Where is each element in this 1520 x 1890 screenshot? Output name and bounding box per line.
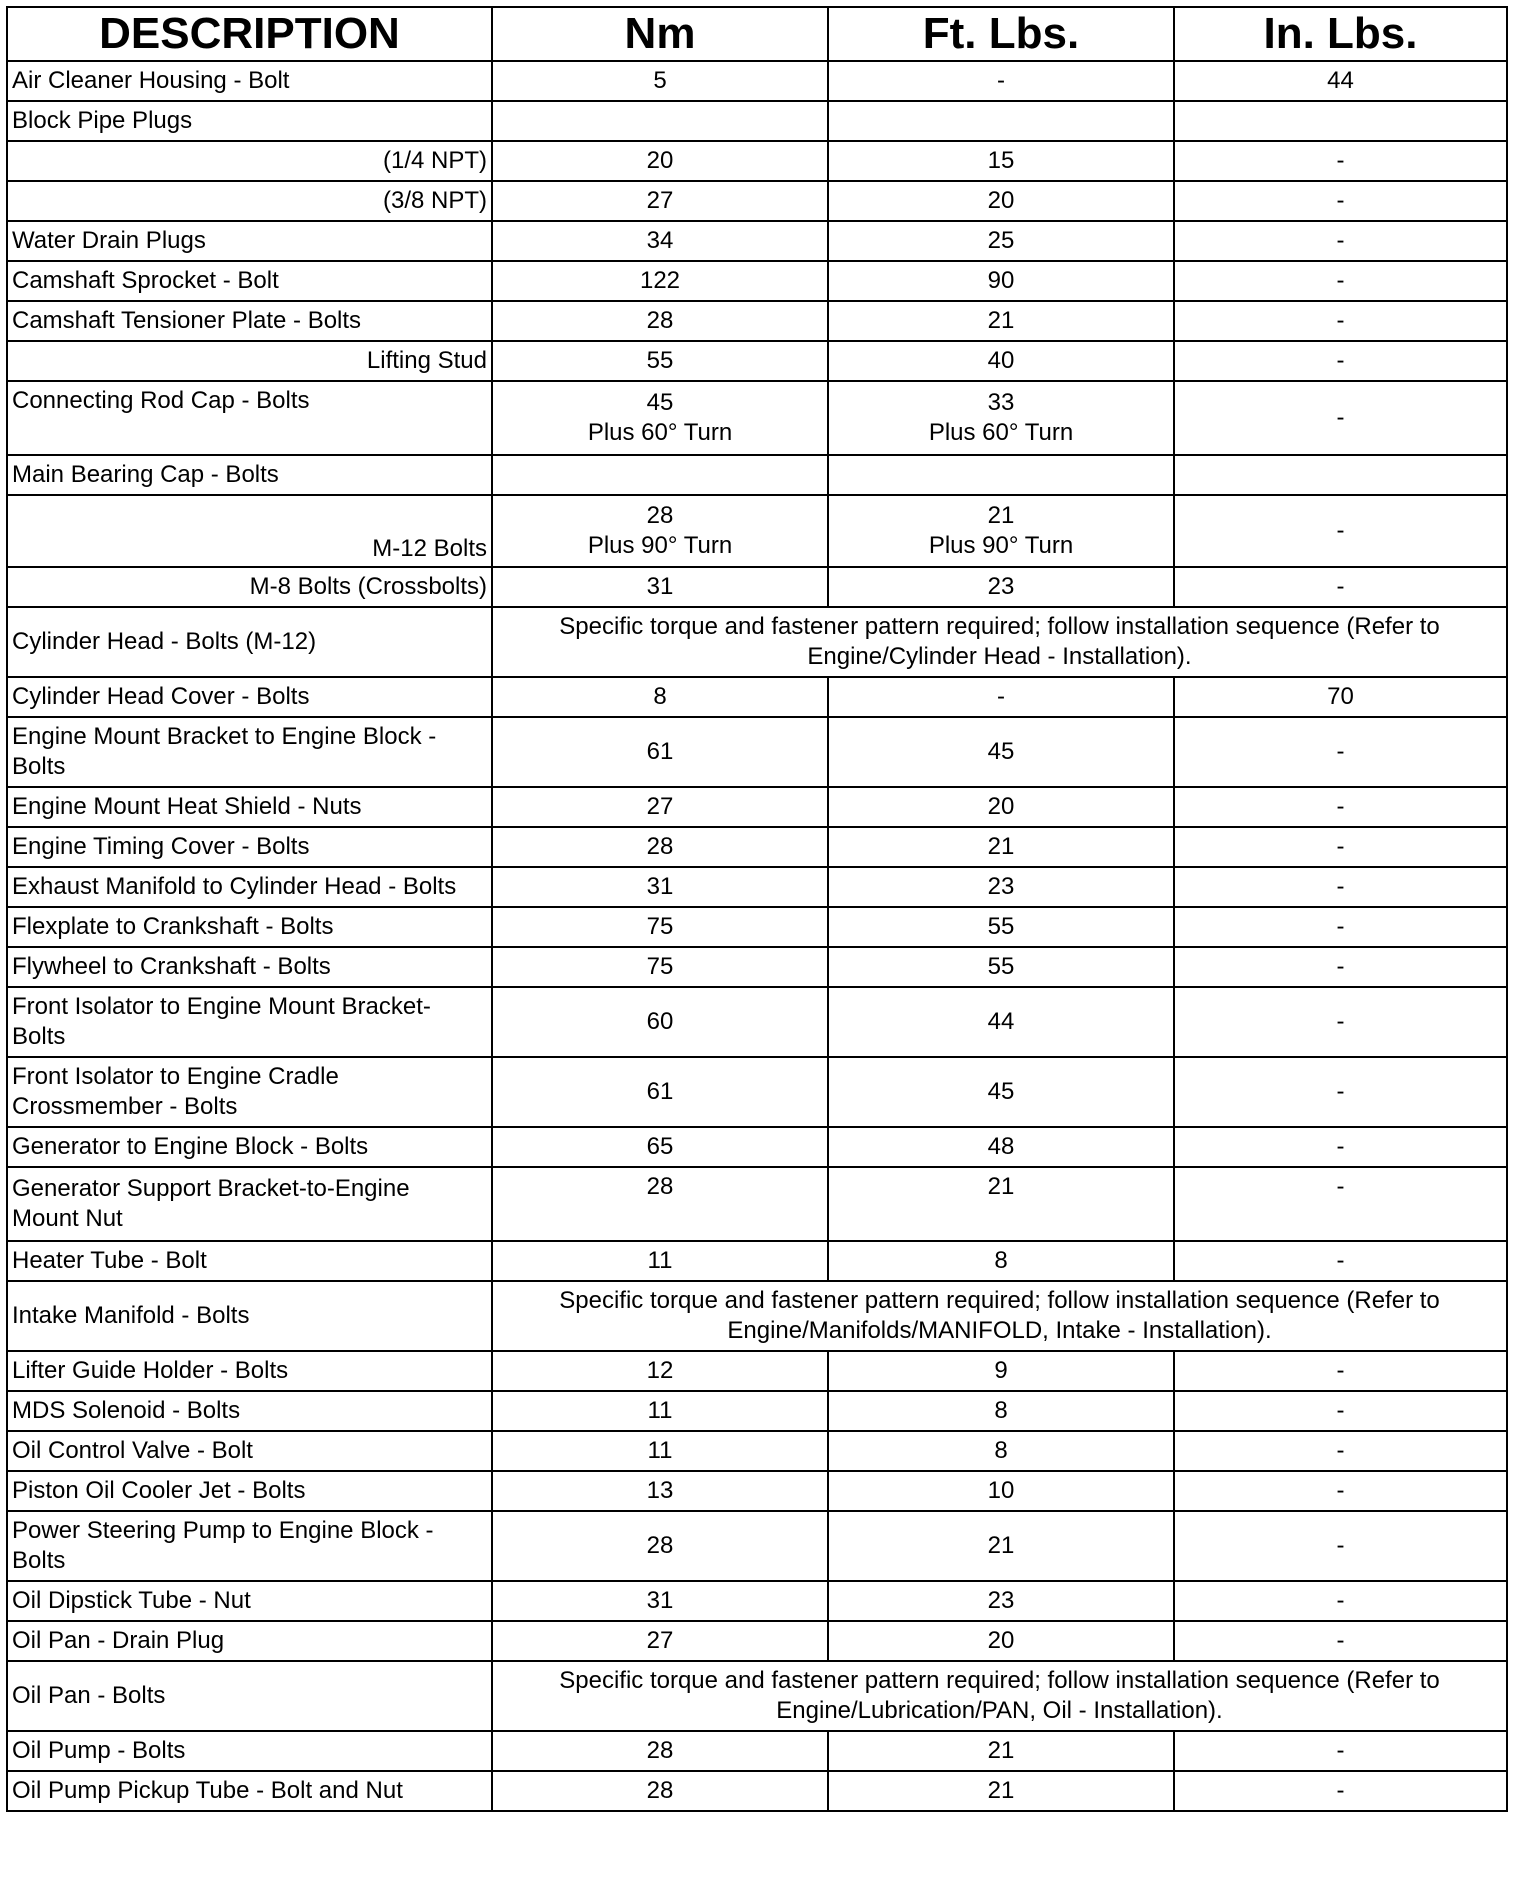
in-lbs-cell: - — [1174, 717, 1507, 787]
header-description: DESCRIPTION — [7, 7, 492, 61]
table-row — [7, 181, 1507, 221]
description-cell: (1/4 NPT) — [7, 141, 492, 181]
in-lbs-cell: - — [1174, 1581, 1507, 1621]
nm-value: 45 — [646, 389, 674, 416]
nm-cell: 12 — [492, 1351, 828, 1391]
table-row — [7, 987, 1507, 1057]
description-cell — [7, 987, 492, 1057]
ft-lbs-cell: 55 — [828, 947, 1174, 987]
description-cell: Intake Manifold - Bolts — [7, 1281, 492, 1351]
table-row — [7, 1471, 1507, 1511]
nm-cell: 28 — [492, 1511, 828, 1581]
description-cell: Generator to Engine Block - Bolts — [7, 1127, 492, 1167]
description-cell: M-12 Bolts — [7, 495, 492, 567]
ft-lbs-cell — [828, 381, 1174, 455]
nm-value: 28 — [646, 502, 674, 529]
nm-cell: 34 — [492, 221, 828, 261]
nm-cell: 75 — [492, 907, 828, 947]
in-lbs-cell: - — [1174, 1167, 1507, 1241]
in-lbs-cell: - — [1174, 1351, 1507, 1391]
description-cell — [7, 1511, 492, 1581]
nm-cell: 11 — [492, 1431, 828, 1471]
procedure-note-line: Specific torque and fastener pattern required; follow installation sequence (Refer to — [559, 1287, 1440, 1314]
in-lbs-cell: - — [1174, 141, 1507, 181]
description-cell: Oil Dipstick Tube - Nut — [7, 1581, 492, 1621]
nm-cell: 28 — [492, 1731, 828, 1771]
description-cell: Oil Pan - Bolts — [7, 1661, 492, 1731]
nm-cell: 11 — [492, 1391, 828, 1431]
table-row — [7, 1351, 1507, 1391]
table-row — [7, 1127, 1507, 1167]
description-cell: Exhaust Manifold to Cylinder Head - Bolts — [7, 867, 492, 907]
table-row — [7, 947, 1507, 987]
description-line: Bolts — [12, 753, 66, 780]
procedure-note-line: Engine/Lubrication/PAN, Oil - Installation). — [776, 1697, 1223, 1724]
description-line: Bolts — [12, 1547, 66, 1574]
nm-cell: 61 — [492, 717, 828, 787]
table-row — [7, 495, 1507, 567]
description-line: Engine Mount Bracket to Engine Block - — [12, 723, 437, 750]
description-cell: Oil Pump - Bolts — [7, 1731, 492, 1771]
table-row — [7, 1057, 1507, 1127]
ft-lbs-cell: 8 — [828, 1391, 1174, 1431]
nm-cell: 65 — [492, 1127, 828, 1167]
description-cell: Cylinder Head Cover - Bolts — [7, 677, 492, 717]
nm-cell: 28 — [492, 1167, 828, 1241]
description-cell: Cylinder Head - Bolts (M-12) — [7, 607, 492, 677]
in-lbs-cell: - — [1174, 907, 1507, 947]
ft-lbs-cell: 23 — [828, 1581, 1174, 1621]
ft-lbs-cell: 21 — [828, 1167, 1174, 1241]
description-cell — [7, 1057, 492, 1127]
table-row — [7, 1167, 1507, 1241]
nm-cell: 61 — [492, 1057, 828, 1127]
in-lbs-cell: - — [1174, 221, 1507, 261]
in-lbs-cell: - — [1174, 341, 1507, 381]
in-lbs-cell: - — [1174, 1431, 1507, 1471]
ft-lbs-cell: 9 — [828, 1351, 1174, 1391]
in-lbs-cell: - — [1174, 1057, 1507, 1127]
nm-cell: 5 — [492, 61, 828, 101]
table-row — [7, 717, 1507, 787]
ft-lbs-cell: 48 — [828, 1127, 1174, 1167]
ft-lbs-value: 21 — [987, 502, 1015, 529]
in-lbs-cell: - — [1174, 301, 1507, 341]
description-line: Crossmember - Bolts — [12, 1093, 238, 1120]
ft-lbs-value: 33 — [987, 389, 1015, 416]
description-cell: Oil Pump Pickup Tube - Bolt and Nut — [7, 1771, 492, 1811]
ft-lbs-cell — [828, 495, 1174, 567]
description-cell: (3/8 NPT) — [7, 181, 492, 221]
in-lbs-cell: - — [1174, 495, 1507, 567]
table-row — [7, 1391, 1507, 1431]
in-lbs-cell: - — [1174, 381, 1507, 455]
ft-lbs-cell: 15 — [828, 141, 1174, 181]
description-cell: Main Bearing Cap - Bolts — [7, 455, 492, 495]
nm-cell: 122 — [492, 261, 828, 301]
ft-lbs-cell: 8 — [828, 1431, 1174, 1471]
torque-spec-table — [6, 6, 1508, 1812]
procedure-note-line: Engine/Cylinder Head - Installation). — [807, 643, 1192, 670]
table-row — [7, 1621, 1507, 1661]
description-cell: Flexplate to Crankshaft - Bolts — [7, 907, 492, 947]
description-cell: Oil Pan - Drain Plug — [7, 1621, 492, 1661]
nm-cell: 28 — [492, 1771, 828, 1811]
description-cell: MDS Solenoid - Bolts — [7, 1391, 492, 1431]
ft-lbs-cell: - — [828, 61, 1174, 101]
ft-lbs-cell: 20 — [828, 181, 1174, 221]
nm-cell: 13 — [492, 1471, 828, 1511]
ft-lbs-cell: 21 — [828, 827, 1174, 867]
nm-cell: 27 — [492, 787, 828, 827]
ft-lbs-cell: 45 — [828, 717, 1174, 787]
description-line: Mount Nut — [12, 1205, 123, 1232]
nm-cell — [492, 495, 828, 567]
description-cell: Camshaft Sprocket - Bolt — [7, 261, 492, 301]
in-lbs-cell: - — [1174, 181, 1507, 221]
table-row — [7, 607, 1507, 677]
description-cell: Piston Oil Cooler Jet - Bolts — [7, 1471, 492, 1511]
table-row — [7, 567, 1507, 607]
table-row — [7, 1281, 1507, 1351]
table-row — [7, 1731, 1507, 1771]
table-row — [7, 677, 1507, 717]
ft-lbs-cell: - — [828, 677, 1174, 717]
in-lbs-cell: - — [1174, 261, 1507, 301]
procedure-note-cell — [492, 607, 1507, 677]
header-ft-lbs: Ft. Lbs. — [828, 7, 1174, 61]
ft-lbs-cell: 23 — [828, 567, 1174, 607]
description-cell: Flywheel to Crankshaft - Bolts — [7, 947, 492, 987]
nm-cell: 28 — [492, 827, 828, 867]
ft-lbs-cell: 20 — [828, 1621, 1174, 1661]
ft-lbs-cell: 25 — [828, 221, 1174, 261]
description-cell: Engine Mount Heat Shield - Nuts — [7, 787, 492, 827]
ft-lbs-cell: 40 — [828, 341, 1174, 381]
table-row — [7, 867, 1507, 907]
in-lbs-cell: - — [1174, 567, 1507, 607]
table-row — [7, 1771, 1507, 1811]
in-lbs-cell: - — [1174, 1511, 1507, 1581]
table-row — [7, 341, 1507, 381]
ft-lbs-cell — [828, 455, 1174, 495]
description-cell — [7, 717, 492, 787]
nm-cell: 27 — [492, 1621, 828, 1661]
header-in-lbs: In. Lbs. — [1174, 7, 1507, 61]
ft-lbs-cell: 8 — [828, 1241, 1174, 1281]
in-lbs-cell: - — [1174, 1391, 1507, 1431]
description-cell: M-8 Bolts (Crossbolts) — [7, 567, 492, 607]
nm-cell: 60 — [492, 987, 828, 1057]
in-lbs-cell: - — [1174, 787, 1507, 827]
table-row — [7, 141, 1507, 181]
in-lbs-cell: - — [1174, 987, 1507, 1057]
nm-cell: 31 — [492, 867, 828, 907]
table-row — [7, 381, 1507, 455]
table-row — [7, 301, 1507, 341]
procedure-note-line: Specific torque and fastener pattern required; follow installation sequence (Refer to — [559, 613, 1440, 640]
in-lbs-cell: - — [1174, 1127, 1507, 1167]
in-lbs-cell: - — [1174, 827, 1507, 867]
header-row — [7, 7, 1507, 61]
in-lbs-cell: 70 — [1174, 677, 1507, 717]
ft-lbs-cell: 55 — [828, 907, 1174, 947]
nm-cell: 20 — [492, 141, 828, 181]
in-lbs-cell — [1174, 101, 1507, 141]
ft-lbs-cell — [828, 101, 1174, 141]
ft-lbs-cell: 21 — [828, 1731, 1174, 1771]
table-row — [7, 101, 1507, 141]
description-cell: Block Pipe Plugs — [7, 101, 492, 141]
description-cell: Heater Tube - Bolt — [7, 1241, 492, 1281]
nm-cell: 11 — [492, 1241, 828, 1281]
table-row — [7, 1581, 1507, 1621]
ft-lbs-cell: 45 — [828, 1057, 1174, 1127]
ft-lbs-cell: 21 — [828, 1771, 1174, 1811]
table-row — [7, 261, 1507, 301]
in-lbs-cell: 44 — [1174, 61, 1507, 101]
description-cell: Lifter Guide Holder - Bolts — [7, 1351, 492, 1391]
in-lbs-cell: - — [1174, 1471, 1507, 1511]
in-lbs-cell: - — [1174, 1621, 1507, 1661]
nm-cell — [492, 455, 828, 495]
procedure-note-cell — [492, 1661, 1507, 1731]
description-line: Generator Support Bracket-to-Engine — [12, 1175, 410, 1202]
table-row — [7, 1661, 1507, 1731]
table-row — [7, 787, 1507, 827]
ft-lbs-cell: 23 — [828, 867, 1174, 907]
nm-cell: 55 — [492, 341, 828, 381]
table-row — [7, 907, 1507, 947]
table-row — [7, 221, 1507, 261]
description-line: Front Isolator to Engine Mount Bracket- — [12, 993, 431, 1020]
ft-lbs-cell: 20 — [828, 787, 1174, 827]
nm-cell: 27 — [492, 181, 828, 221]
description-cell: Connecting Rod Cap - Bolts — [7, 381, 492, 455]
description-cell: Air Cleaner Housing - Bolt — [7, 61, 492, 101]
description-line: Bolts — [12, 1023, 66, 1050]
description-line: Power Steering Pump to Engine Block - — [12, 1517, 434, 1544]
table-row — [7, 455, 1507, 495]
ft-lbs-cell: 90 — [828, 261, 1174, 301]
nm-cell: 31 — [492, 567, 828, 607]
table-row — [7, 1511, 1507, 1581]
procedure-note-line: Specific torque and fastener pattern required; follow installation sequence (Refer to — [559, 1667, 1440, 1694]
nm-cell: 75 — [492, 947, 828, 987]
table-row — [7, 1241, 1507, 1281]
nm-cell: 8 — [492, 677, 828, 717]
description-cell: Camshaft Tensioner Plate - Bolts — [7, 301, 492, 341]
description-cell — [7, 1167, 492, 1241]
description-cell: Engine Timing Cover - Bolts — [7, 827, 492, 867]
nm-cell — [492, 381, 828, 455]
table-row — [7, 1431, 1507, 1471]
description-cell: Lifting Stud — [7, 341, 492, 381]
nm-angle: Plus 60° Turn — [587, 419, 733, 446]
ft-lbs-angle: Plus 60° Turn — [928, 419, 1074, 446]
procedure-note-line: Engine/Manifolds/MANIFOLD, Intake - Installation). — [727, 1317, 1272, 1344]
ft-lbs-cell: 21 — [828, 301, 1174, 341]
description-cell: Water Drain Plugs — [7, 221, 492, 261]
description-cell: Oil Control Valve - Bolt — [7, 1431, 492, 1471]
table-row — [7, 827, 1507, 867]
ft-lbs-cell: 21 — [828, 1511, 1174, 1581]
ft-lbs-cell: 44 — [828, 987, 1174, 1057]
in-lbs-cell: - — [1174, 867, 1507, 907]
in-lbs-cell: - — [1174, 1241, 1507, 1281]
table-row — [7, 61, 1507, 101]
in-lbs-cell: - — [1174, 1731, 1507, 1771]
in-lbs-cell — [1174, 455, 1507, 495]
procedure-note-cell — [492, 1281, 1507, 1351]
header-nm: Nm — [492, 7, 828, 61]
nm-angle: Plus 90° Turn — [587, 532, 733, 559]
in-lbs-cell: - — [1174, 947, 1507, 987]
nm-cell: 31 — [492, 1581, 828, 1621]
in-lbs-cell: - — [1174, 1771, 1507, 1811]
description-line: Front Isolator to Engine Cradle — [12, 1063, 339, 1090]
ft-lbs-angle: Plus 90° Turn — [928, 532, 1074, 559]
ft-lbs-cell: 10 — [828, 1471, 1174, 1511]
nm-cell — [492, 101, 828, 141]
nm-cell: 28 — [492, 301, 828, 341]
